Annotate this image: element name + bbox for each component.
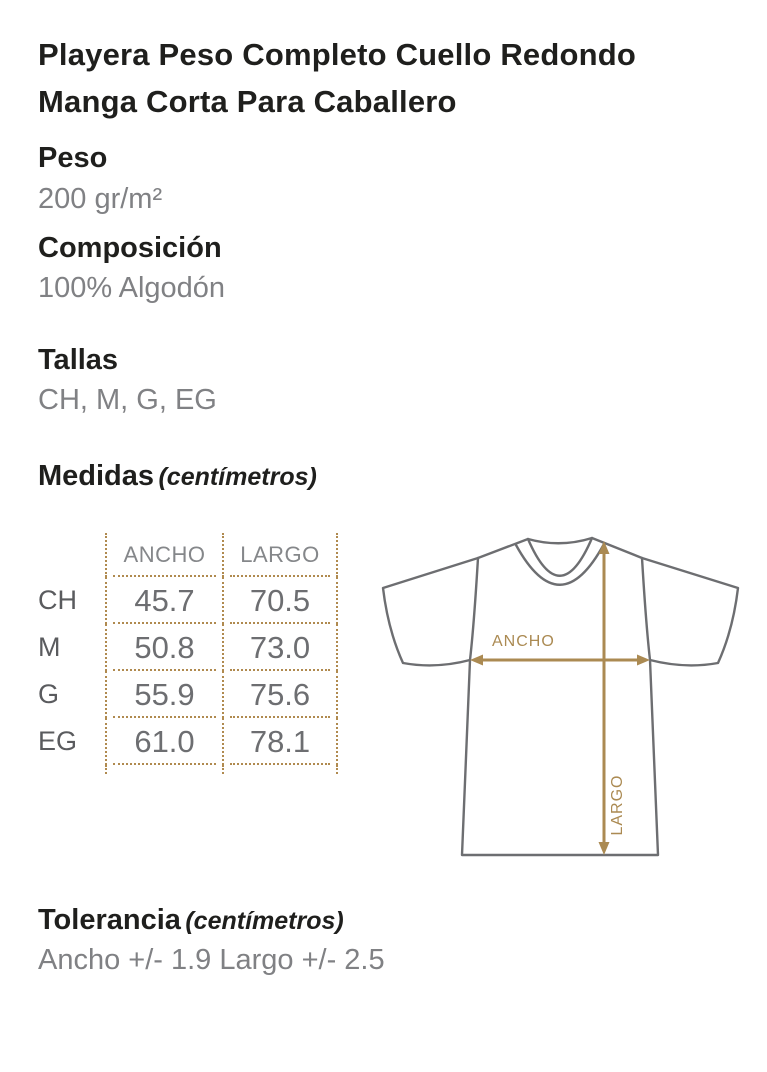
diagram-ancho-label: ANCHO [492, 633, 555, 650]
size-row-label: G [38, 679, 60, 709]
size-row-label: EG [38, 726, 78, 756]
size-row-label: CH [38, 585, 77, 615]
tshirt-diagram [378, 525, 750, 870]
medidas-label: Medidas [38, 460, 155, 492]
tolerancia-value: Ancho +/- 1.9 Largo +/- 2.5 [38, 944, 385, 976]
tallas-label: Tallas [38, 344, 119, 376]
size-table-header-largo: LARGO [222, 533, 338, 577]
tshirt-outline [383, 538, 738, 855]
size-cell-ancho: 45.7 [105, 577, 222, 624]
size-cell-largo: 70.5 [222, 577, 338, 624]
size-cell-largo: 78.1 [222, 718, 338, 765]
product-title-line2: Manga Corta Para Caballero [38, 83, 457, 119]
left-armhole-seam [470, 558, 478, 660]
product-title-line1: Playera Peso Completo Cuello Redondo [38, 36, 637, 72]
medidas-unit-note: (centímetros) [158, 463, 317, 491]
composicion-label: Composición [38, 232, 222, 264]
size-table-header-ancho: ANCHO [105, 533, 222, 577]
largo-arrow [599, 541, 610, 855]
tolerancia-heading [38, 904, 344, 937]
size-table [38, 533, 338, 774]
size-cell-largo: 75.6 [222, 671, 338, 718]
size-cell-ancho: 61.0 [105, 718, 222, 765]
tolerancia-unit-note: (centímetros) [185, 907, 344, 935]
tshirt-outline-svg [378, 525, 750, 870]
right-armhole-seam [642, 558, 650, 660]
diagram-largo-label: LARGO [609, 774, 626, 836]
size-cell-largo: 73.0 [222, 624, 338, 671]
ancho-arrow [470, 655, 650, 666]
size-cell-ancho: 55.9 [105, 671, 222, 718]
composicion-value: 100% Algodón [38, 272, 226, 304]
product-title [38, 31, 636, 125]
tallas-value: CH, M, G, EG [38, 384, 217, 416]
tolerancia-label: Tolerancia [38, 904, 181, 936]
size-cell-ancho: 50.8 [105, 624, 222, 671]
medidas-heading [38, 460, 317, 493]
peso-label: Peso [38, 142, 108, 174]
peso-value: 200 gr/m² [38, 183, 163, 215]
size-row-label: M [38, 632, 61, 662]
size-table-corner [38, 533, 105, 577]
collar-outer-arc [516, 544, 604, 585]
